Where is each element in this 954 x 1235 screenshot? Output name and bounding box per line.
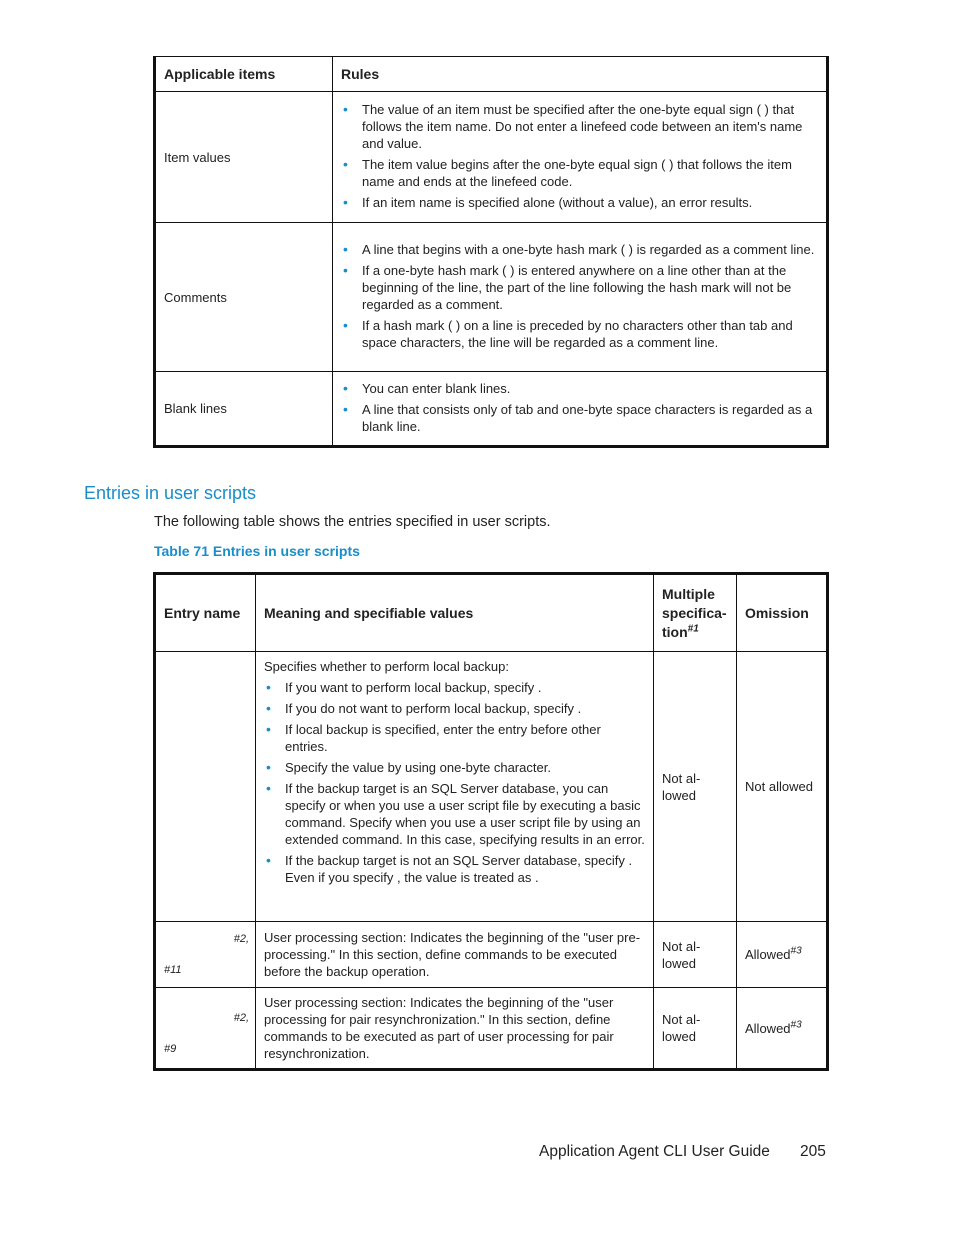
rules-table	[153, 56, 829, 448]
page-footer	[539, 1143, 826, 1161]
list-item: • If the backup target is not an SQL Server database, specify . Even if you specify , the value is treated as .	[264, 852, 645, 886]
entry-name-cell	[155, 988, 256, 1070]
rules-table-header	[155, 57, 828, 92]
footnote-ref: #11	[164, 963, 182, 976]
omission-cell	[737, 922, 828, 988]
header-meaning: Meaning and specifiable values	[256, 574, 654, 652]
footnote-ref: #2,	[233, 1012, 249, 1024]
list-item: • Specify the value by using one-byte character.	[264, 759, 645, 776]
entry-name-cell	[155, 652, 256, 922]
list-item: • If a hash mark ( ) on a line is preceded by no characters other than tab and space characters, the line will be regarded as a comment line.	[341, 317, 818, 351]
entry-name-wrapper	[164, 996, 247, 1060]
omission-value: Allowed	[745, 1020, 791, 1036]
rules-cell	[333, 223, 828, 372]
multiple-specification-value: Not al- lowed	[654, 922, 737, 988]
rules-list	[341, 101, 818, 211]
header-entry-name: Entry name	[155, 574, 256, 652]
footnote-ref: #3	[790, 1019, 802, 1031]
rules-list	[341, 380, 818, 435]
multiple-specification-value: Not al- lowed	[654, 652, 737, 922]
list-item: • A line that begins with a one-byte hash mark ( ) is regarded as a comment line.	[341, 241, 818, 258]
meaning-cell	[256, 652, 654, 922]
omission-value: Allowed	[745, 947, 791, 962]
table-row	[155, 988, 828, 1070]
header-multiple-label: Multiple specifica- tion	[662, 585, 727, 640]
list-item: • If the backup target is an SQL Server database, you can specify or when you use a user script file by executing a basic command. Specify when you use a user script file by using an extended command. In this case, specifying results in an error.	[264, 780, 645, 848]
list-item: • The item value begins after the one-byte equal sign ( ) that follows the item name and ends at the linefeed code.	[341, 156, 818, 190]
table-caption: Table 71 Entries in user scripts	[154, 543, 360, 559]
list-item: • A line that consists only of tab and one-byte space characters is regarded as a blank line.	[341, 401, 818, 435]
table-row	[155, 92, 828, 223]
header-omission: Omission	[737, 574, 828, 652]
footnote-ref: #1	[687, 622, 699, 634]
meaning-cell: User processing section: Indicates the beginning of the "user pre-processing." In this section, define commands to be executed before the backup operation.	[256, 922, 654, 988]
omission-cell	[737, 988, 828, 1070]
list-item: • If an item name is specified alone (without a value), an error results.	[341, 194, 818, 211]
applicable-item: Blank lines	[155, 372, 333, 447]
list-item: • You can enter blank lines.	[341, 380, 818, 397]
table-row	[155, 223, 828, 372]
entry-name-cell	[155, 922, 256, 988]
multiple-specification-value: Not al- lowed	[654, 988, 737, 1070]
table-row	[155, 652, 828, 922]
entry-name-wrapper	[164, 929, 247, 981]
list-item: • If you do not want to perform local backup, specify .	[264, 700, 645, 717]
list-item: • If local backup is specified, enter the entry before other entries.	[264, 721, 645, 755]
entries-table	[153, 572, 829, 1071]
section-intro: The following table shows the entries specified in user scripts.	[154, 514, 551, 530]
footnote-ref: #3	[790, 945, 802, 957]
table-row	[155, 922, 828, 988]
header-rules: Rules	[333, 57, 828, 92]
table-row	[155, 372, 828, 447]
omission-value: Not allowed	[737, 652, 828, 922]
meaning-list	[264, 679, 645, 886]
footer-title: Application Agent CLI User Guide	[539, 1143, 770, 1160]
applicable-item: Comments	[155, 223, 333, 372]
rules-list	[341, 241, 818, 351]
rules-cell	[333, 92, 828, 223]
meaning-cell: User processing section: Indicates the beginning of the "user processing for pair resynchronization." In this section, define commands to be executed as part of user processing for pair resynchronization.	[256, 988, 654, 1070]
meaning-intro: Specifies whether to perform local backup:	[264, 659, 509, 674]
footnote-ref: #9	[164, 1043, 177, 1055]
list-item: • If you want to perform local backup, specify .	[264, 679, 645, 696]
entries-table-header	[155, 574, 828, 652]
page-number: 205	[800, 1143, 826, 1160]
header-multiple-specification	[654, 574, 737, 652]
section-title: Entries in user scripts	[84, 483, 257, 503]
applicable-item: Item values	[155, 92, 333, 223]
header-applicable-items: Applicable items	[155, 57, 333, 92]
rules-cell	[333, 372, 828, 447]
list-item: • The value of an item must be specified after the one-byte equal sign ( ) that follows the item name. Do not enter a linefeed code between an item's name and value.	[341, 101, 818, 152]
list-item: • If a one-byte hash mark ( ) is entered anywhere on a line other than at the beginning of the line, the part of the line following the hash mark will not be regarded as a comment.	[341, 262, 818, 313]
footnote-ref: #2,	[233, 932, 249, 945]
